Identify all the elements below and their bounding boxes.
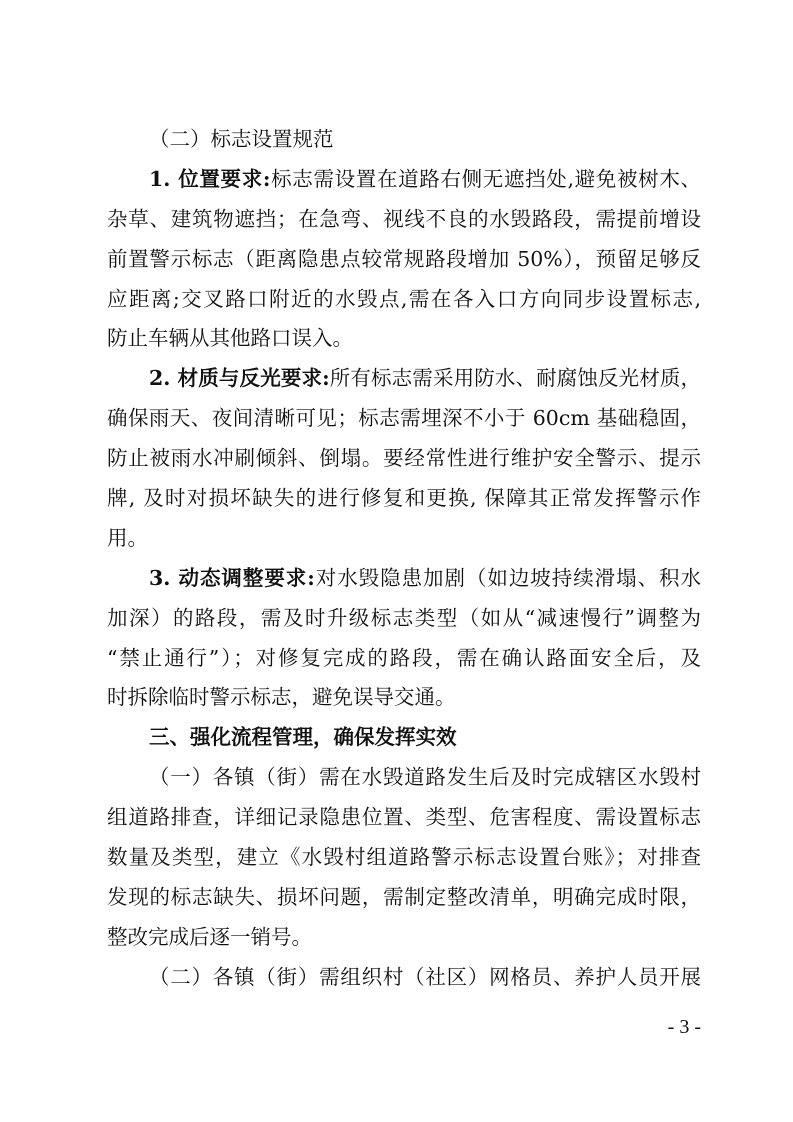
paragraph-line: 前置警示标志（距离隐患点较常规路段增加 50%），预留足够反 [107,246,701,271]
page-number: - 3 - [667,1016,701,1038]
paragraph-line: 防止车辆从其他路口误入。 [107,326,353,351]
paragraph-line: 发现的标志缺失、损坏问题，需制定整改清单，明确完成时限， [107,884,701,909]
document-body [107,120,701,998]
paragraph-line: 应距离;交叉路口附近的水毁点,需在各入口方向同步设置标志, [107,286,701,311]
item-text: 标志需设置在道路右侧无遮挡处,避免被树木、 [270,166,702,191]
paragraph-line [107,559,701,599]
paragraph-line: 组道路排查，详细记录隐患位置、类型、危害程度、需设置标志 [107,805,701,830]
paragraph-line: 防止被雨水冲刷倾斜、倒塌。要经常性进行维护安全警示、提示 [107,446,701,471]
paragraph-line: 加深）的路段，需及时升级标志类型（如从“减速慢行”调整为 [107,605,701,630]
paragraph-line: 确保雨天、夜间清晰可见；标志需埋深不小于 60cm 基础稳固， [107,406,701,431]
paragraph-line: 整改完成后逐一销号。 [107,924,312,949]
paragraph-line: （二）各镇（街）需组织村（社区）网格员、养护人员开展 [149,964,701,989]
paragraph-line: 杂草、建筑物遮挡；在急弯、视线不良的水毁路段，需提前增设 [107,206,701,231]
paragraph-line: “禁止通行”）；对修复完成的路段，需在确认路面安全后，及 [107,645,701,670]
section-heading: 三、强化流程管理，确保发挥实效 [149,725,457,750]
paragraph-line: 数量及类型，建立《水毁村组道路警示标志设置台账》；对排查 [107,845,701,870]
item-label: 3. 动态调整要求: [149,565,315,590]
item-text: 对水毁隐患加剧（如边坡持续滑塌、积水 [314,565,701,590]
paragraph-line: 牌, 及时对损坏缺失的进行修复和更换, 保障其正常发挥警示作 [107,486,701,511]
paragraph-line [107,359,701,399]
item-label: 2. 材质与反光要求: [149,366,330,391]
paragraph-line: 用。 [107,525,148,550]
subheading-sign-spec: （二）标志设置规范 [149,127,334,151]
paragraph-line: （一）各镇（街）需在水毁道路发生后及时完成辖区水毁村 [149,765,701,790]
paragraph-line: 时拆除临时警示标志，避免误导交通。 [107,685,456,710]
item-label: 1. 位置要求: [149,166,271,191]
item-text: 所有标志需采用防水、耐腐蚀反光材质， [329,366,702,391]
paragraph-line [107,160,701,200]
